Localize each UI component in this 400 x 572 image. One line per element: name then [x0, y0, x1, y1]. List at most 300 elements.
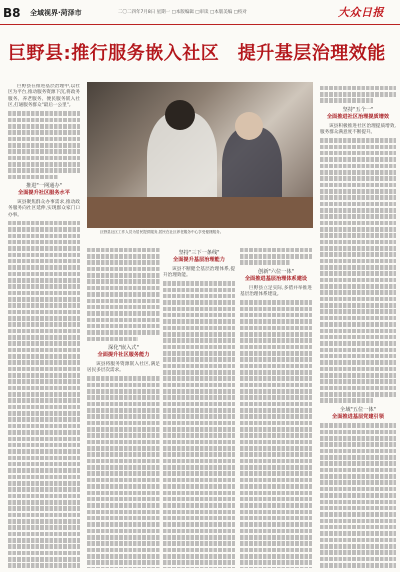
text-line: [163, 522, 235, 527]
text-line: [87, 503, 160, 508]
text-line: [320, 335, 396, 340]
subheading: [320, 107, 396, 121]
article-column-2: [87, 246, 160, 568]
text-line: [8, 124, 80, 129]
text-line: [240, 446, 312, 451]
date-info: 二〇二四年7月8日 星期一 □本版编辑 □审读 □本版美编 □校对: [118, 10, 247, 15]
text-line: [163, 446, 235, 451]
text-line: [163, 510, 235, 515]
text-line: [8, 373, 80, 378]
text-line: [8, 272, 80, 277]
text-line: [8, 398, 80, 403]
text-line: [320, 138, 396, 143]
text-line: [163, 300, 235, 305]
text-line: [163, 357, 235, 362]
text-line: [87, 452, 160, 457]
text-line: [240, 516, 312, 521]
text-line: [8, 162, 80, 167]
text-line: [8, 156, 80, 161]
text-line: [163, 459, 235, 464]
text-line: [240, 357, 312, 362]
text-line: [240, 402, 312, 407]
text-line: [87, 459, 160, 464]
lead-paragraph: 巨野县在推进基层治理中,以社区为平台,推动服务资源下沉,将政务服务、养老服务、便民服务嵌入社区,打通服务群众"最后一公里"。: [8, 84, 80, 108]
text-line: [8, 137, 80, 142]
text-line: [8, 494, 80, 499]
text-line: [320, 506, 396, 511]
text-line: [163, 338, 235, 343]
text-line: [163, 421, 235, 426]
text-line: [320, 480, 396, 485]
text-line: [8, 291, 80, 296]
text-line: [163, 370, 235, 375]
text-line: [8, 551, 80, 556]
subheading-prefix: 推进"一网通办": [26, 183, 62, 190]
page-number: B8: [3, 6, 21, 20]
body-paragraph: 该县不断健全基层治理体系,提升治理效能。: [163, 266, 235, 278]
text-line: [320, 474, 396, 479]
text-line: [240, 459, 312, 464]
text-line: [240, 548, 312, 553]
text-line: [320, 189, 396, 194]
text-line: [8, 227, 80, 232]
text-line: [320, 525, 396, 530]
text-line: [240, 351, 312, 356]
text-line: [240, 471, 312, 476]
text-line: [87, 541, 160, 546]
text-line: [87, 560, 160, 565]
text-line: [87, 318, 160, 323]
text-line: [320, 290, 396, 295]
text-line: [8, 468, 80, 473]
text-line: [240, 364, 312, 369]
text-line: [163, 541, 235, 546]
text-line: [320, 227, 396, 232]
section-title: 全域视界·菏泽市: [30, 9, 82, 17]
text-line: [8, 175, 58, 180]
text-line: [240, 522, 312, 527]
subheading-prefix: 坚持"三下一条线": [178, 250, 220, 256]
text-line: [8, 487, 80, 492]
text-line: [8, 118, 80, 123]
text-line: [8, 354, 80, 359]
text-line: [87, 484, 160, 489]
text-line: [163, 478, 235, 483]
subheading: [8, 183, 80, 197]
text-line: [240, 503, 312, 508]
subheading: [87, 345, 160, 359]
text-line: [87, 516, 160, 521]
text-line: [163, 288, 235, 293]
text-line: [163, 376, 235, 381]
text-line: [240, 389, 312, 394]
text-line: [163, 408, 235, 413]
text-line: [240, 414, 312, 419]
text-line: [87, 395, 160, 400]
text-line: [8, 538, 80, 543]
text-line: [320, 519, 396, 524]
text-line: [163, 554, 235, 559]
text-line: [8, 278, 80, 283]
subheading-prefix: 创新"六位一体": [258, 269, 294, 276]
text-line: [240, 254, 312, 259]
text-line: [320, 322, 396, 327]
newspaper-logo: 大众日报: [338, 6, 384, 19]
text-line: [240, 497, 312, 502]
subheading-prefix: 坚持"五个一": [342, 107, 374, 114]
text-line: [87, 311, 160, 316]
text-line: [320, 398, 373, 403]
text-line: [8, 303, 80, 308]
text-line: [163, 395, 235, 400]
headline: 巨野县:推行服务嵌入社区 提升基层治理效能: [8, 43, 386, 64]
text-line: [87, 273, 160, 278]
text-line: [8, 335, 80, 340]
text-line: [240, 484, 312, 489]
text-line: [240, 307, 312, 312]
text-line: [240, 433, 312, 438]
text-line: [240, 491, 312, 496]
text-line: [320, 170, 396, 175]
text-line: [8, 234, 80, 239]
text-line: [240, 510, 312, 515]
text-line: [320, 468, 396, 473]
text-line: [163, 414, 235, 419]
text-line: [163, 281, 235, 286]
text-line: [240, 465, 312, 470]
text-line: [87, 414, 160, 419]
text-line: [87, 535, 160, 540]
text-line: [320, 278, 396, 283]
text-line: [8, 367, 80, 372]
text-line: [320, 316, 396, 321]
subheading-title: 全面提升基层治理能力: [173, 256, 225, 263]
text-line: [320, 202, 396, 207]
text-line: [320, 341, 396, 346]
article-column-5: [320, 84, 396, 568]
text-line: [163, 484, 235, 489]
text-line: [320, 233, 396, 238]
text-line: [163, 364, 235, 369]
text-line: [320, 367, 396, 372]
text-line: [163, 319, 235, 324]
subheading: [320, 407, 396, 421]
text-line: [8, 462, 80, 467]
text-line: [8, 563, 80, 568]
text-line: [320, 271, 396, 276]
text-line: [320, 487, 396, 492]
text-line: [320, 354, 396, 359]
text-line: [240, 345, 312, 350]
body-paragraph: 巨野县立足实际,多措并举推进基层治理体系建设。: [240, 285, 312, 297]
photo-caption: 巨野县社区工作人员为居民提供服务,居民在社区养老服务中心享受便捷服务。: [100, 230, 224, 234]
text-line: [8, 259, 80, 264]
text-line: [87, 491, 160, 496]
text-line: [240, 313, 312, 318]
text-line: [8, 525, 80, 530]
body-paragraph: 该县将服务资源嵌入社区,满足居民多层次需求。: [87, 361, 160, 373]
text-line: [87, 337, 138, 342]
text-line: [240, 567, 312, 568]
text-line: [320, 214, 396, 219]
person-head: [235, 112, 263, 140]
text-line: [87, 510, 160, 515]
text-line: [320, 348, 396, 353]
text-line: [320, 252, 396, 257]
text-line: [87, 421, 160, 426]
text-line: [163, 294, 235, 299]
text-line: [87, 554, 160, 559]
text-line: [320, 373, 396, 378]
text-line: [87, 330, 160, 335]
text-line: [163, 497, 235, 502]
text-line: [8, 405, 80, 410]
text-line: [163, 332, 235, 337]
text-line: [240, 395, 312, 400]
text-line: [8, 519, 80, 524]
text-line: [87, 465, 160, 470]
text-line: [8, 143, 80, 148]
text-line: [8, 456, 80, 461]
text-line: [320, 329, 396, 334]
text-line: [320, 493, 396, 498]
text-line: [87, 383, 160, 388]
text-line: [320, 442, 396, 447]
text-line: [8, 500, 80, 505]
text-line: [320, 392, 396, 397]
text-line: [163, 560, 235, 565]
text-line: [87, 522, 160, 527]
subheading-title: 全面推进基层治理体系建设: [244, 275, 308, 282]
text-line: [240, 452, 312, 457]
text-line: [8, 149, 80, 154]
text-line: [87, 292, 160, 297]
text-line: [320, 455, 396, 460]
body-paragraph: 该县积极推进社区治理提质增效,服务群众满意度不断提升。: [320, 123, 396, 135]
text-line: [163, 307, 235, 312]
text-line: [240, 440, 312, 445]
text-line: [8, 221, 80, 226]
text-line: [8, 111, 80, 116]
text-line: [8, 411, 80, 416]
text-line: [320, 531, 396, 536]
text-line: [163, 516, 235, 521]
text-line: [163, 389, 235, 394]
text-line: [87, 471, 160, 476]
page-header: [0, 0, 400, 25]
text-line: [163, 535, 235, 540]
text-line: [87, 440, 160, 445]
text-line: [8, 297, 80, 302]
text-line: [163, 465, 235, 470]
text-line: [163, 491, 235, 496]
text-line: [87, 446, 160, 451]
text-line: [87, 427, 160, 432]
subheading: [163, 250, 235, 264]
text-line: [8, 265, 80, 270]
text-line: [320, 246, 396, 251]
subheading-prefix: 深化"嵌入式": [108, 345, 139, 352]
text-line: [8, 481, 80, 486]
text-line: [8, 424, 80, 429]
text-line: [320, 538, 396, 543]
text-line: [320, 430, 396, 435]
text-line: [240, 554, 312, 559]
text-line: [8, 392, 80, 397]
subheading-title: 全面提升社区服务能力: [97, 351, 150, 358]
text-line: [163, 383, 235, 388]
text-line: [320, 195, 396, 200]
text-line: [163, 427, 235, 432]
text-line: [163, 529, 235, 534]
article-column-3: [163, 246, 235, 568]
text-line: [163, 402, 235, 407]
subheading-title: 全面推进基层党建引领: [332, 413, 384, 420]
text-line: [320, 303, 396, 308]
text-line: [8, 329, 80, 334]
text-line: [87, 305, 160, 310]
text-line: [8, 284, 80, 289]
text-line: [320, 563, 396, 568]
text-line: [240, 421, 312, 426]
text-line: [320, 183, 396, 188]
text-line: [8, 322, 80, 327]
text-line: [87, 529, 160, 534]
text-line: [320, 557, 396, 562]
text-line: [320, 208, 396, 213]
text-line: [240, 248, 312, 253]
text-line: [320, 500, 396, 505]
text-line: [163, 567, 235, 568]
text-line: [240, 300, 312, 305]
text-line: [240, 260, 290, 265]
text-line: [320, 360, 396, 365]
subheading: [240, 269, 312, 283]
article-column-4: [240, 246, 312, 568]
text-line: [320, 423, 396, 428]
subheading-prefix: 全域"五位一体": [340, 406, 376, 413]
text-line: [320, 386, 396, 391]
subheading-title: 全面推进社区治理提质增效: [326, 113, 390, 120]
text-line: [320, 544, 396, 549]
text-line: [87, 299, 160, 304]
text-line: [320, 151, 396, 156]
text-line: [163, 433, 235, 438]
text-line: [320, 379, 396, 384]
text-line: [240, 535, 312, 540]
text-line: [240, 478, 312, 483]
text-line: [87, 497, 160, 502]
text-line: [163, 548, 235, 553]
text-line: [8, 130, 80, 135]
text-line: [8, 532, 80, 537]
text-line: [8, 475, 80, 480]
text-line: [87, 260, 160, 265]
text-line: [87, 376, 160, 381]
text-line: [87, 548, 160, 553]
text-line: [8, 386, 80, 391]
text-line: [320, 284, 396, 289]
text-line: [320, 461, 396, 466]
subheading-title: 全面提升社区服务水平: [18, 190, 70, 197]
text-line: [163, 313, 235, 318]
text-line: [163, 351, 235, 356]
text-line: [240, 319, 312, 324]
text-line: [320, 98, 373, 103]
person-head: [165, 100, 195, 130]
text-line: [8, 417, 80, 422]
text-line: [8, 513, 80, 518]
text-line: [87, 478, 160, 483]
text-line: [87, 286, 160, 291]
text-line: [8, 430, 80, 435]
text-line: [320, 512, 396, 517]
text-line: [240, 427, 312, 432]
text-line: [320, 92, 396, 97]
text-line: [320, 259, 396, 264]
text-line: [163, 326, 235, 331]
news-photo: [87, 82, 313, 228]
text-line: [8, 360, 80, 365]
text-line: [320, 309, 396, 314]
text-line: [87, 254, 160, 259]
text-line: [163, 503, 235, 508]
text-line: [320, 176, 396, 181]
text-line: [320, 164, 396, 169]
text-line: [87, 433, 160, 438]
text-line: [8, 379, 80, 384]
text-line: [163, 452, 235, 457]
text-line: [320, 449, 396, 454]
text-line: [8, 341, 80, 346]
body-paragraph: 该县聚焦群众办事需求,推动政务服务向社区延伸,实现群众家门口办事。: [8, 199, 80, 218]
text-line: [8, 348, 80, 353]
text-line: [240, 326, 312, 331]
text-line: [87, 324, 160, 329]
text-line: [320, 86, 396, 91]
text-line: [163, 440, 235, 445]
text-line: [8, 168, 80, 173]
text-line: [240, 541, 312, 546]
text-line: [87, 402, 160, 407]
text-line: [240, 338, 312, 343]
text-line: [87, 408, 160, 413]
text-line: [320, 240, 396, 245]
text-line: [163, 345, 235, 350]
text-line: [240, 408, 312, 413]
text-line: [240, 560, 312, 565]
text-line: [240, 332, 312, 337]
text-line: [320, 550, 396, 555]
text-line: [163, 471, 235, 476]
text-line: [8, 310, 80, 315]
text-line: [8, 544, 80, 549]
text-line: [8, 253, 80, 258]
table-surface: [87, 197, 313, 228]
text-line: [8, 316, 80, 321]
text-line: [87, 567, 160, 568]
text-line: [87, 389, 160, 394]
article-column-1: [8, 84, 80, 568]
text-line: [8, 506, 80, 511]
text-line: [320, 157, 396, 162]
text-line: [320, 436, 396, 441]
text-line: [8, 246, 80, 251]
text-line: [240, 370, 312, 375]
text-line: [8, 557, 80, 562]
text-line: [8, 437, 80, 442]
text-line: [240, 529, 312, 534]
